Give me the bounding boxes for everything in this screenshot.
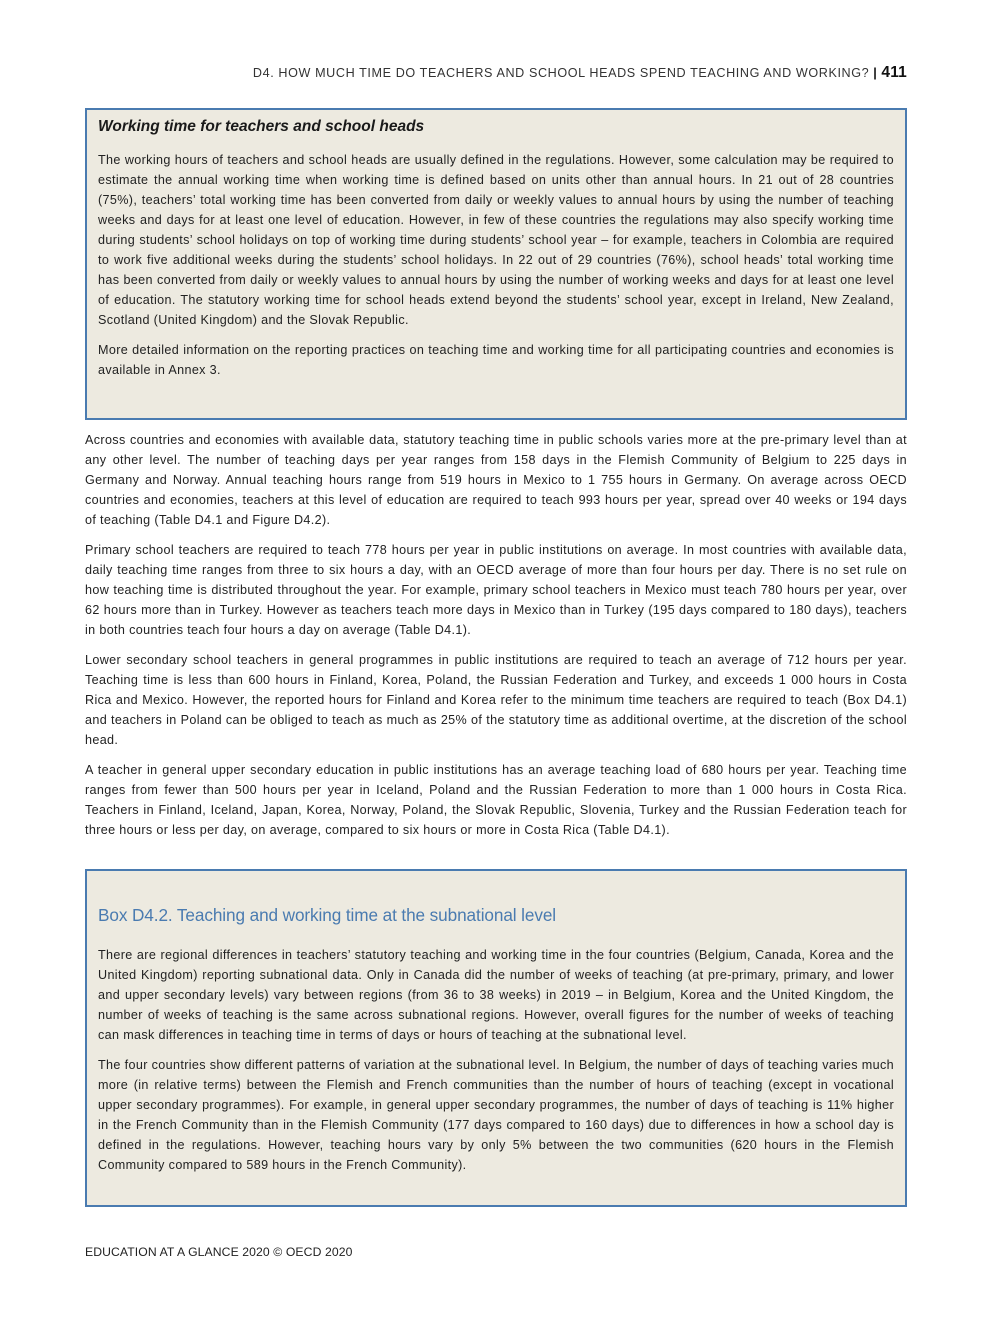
- page-number: 411: [881, 64, 907, 81]
- box-paragraph: More detailed information on the reporting practices on teaching time and working time for all participating countries and economies is available in Annex 3.: [98, 343, 894, 377]
- box-title: Working time for teachers and school heads: [98, 118, 425, 135]
- running-header: [253, 64, 907, 82]
- box-title: Box D4.2. Teaching and working time at the subnational level: [98, 905, 557, 925]
- chapter-title: D4. HOW MUCH TIME DO TEACHERS AND SCHOOL HEADS SPEND TEACHING AND WORKING?: [252, 66, 870, 80]
- box-paragraph: The four countries show different patterns of variation at the subnational level. In Belgium, the number of days of teaching varies much more (in relative terms) between the Flemish and French communities than the number of hours of teaching (except in vocational upper secondary programmes). For example, in general upper secondary programmes, the number of days of teaching is 11% higher in the French Community than in the Flemish Community (177 days compared to 160 days) due to differences in how a school day is defined in the regulations. However, teaching hours vary by only 5% between the two communities (620 hours in the Flemish Community compared to 589 hours in the French Community).: [98, 1058, 894, 1172]
- body-paragraph: Lower secondary school teachers in general programmes in public institutions are required to teach an average of 712 hours per year. Teaching time is less than 600 hours in Finland, Korea, Poland, the Russian Federation and Turkey, and exceeds 1 000 hours in Costa Rica and Mexico. However, the reported hours for Finland and Korea refer to the minimum time teachers are required to teach (Box D4.1) and teachers in Poland can be obliged to teach as much as 25% of the statutory time as additional overtime, at the discretion of the school head.: [85, 653, 907, 747]
- working-time-box: [85, 108, 907, 420]
- header-separator: |: [873, 66, 878, 80]
- body-paragraph: A teacher in general upper secondary education in public institutions has an average teaching load of 680 hours per year. Teaching time ranges from fewer than 500 hours per year in Iceland, Poland and the Russian Federation to more than 1 000 hours in Costa Rica. Teachers in Finland, Iceland, Japan, Korea, Norway, Poland, the Slovak Republic, Slovenia, Turkey and the Russian Federation teach for three hours or less per day, on average, compared to six hours or more in Costa Rica (Table D4.1).: [85, 763, 907, 837]
- box-paragraph: The working hours of teachers and school heads are usually defined in the regulations. However, some calculation may be required to estimate the annual working time when working time is defined based on units other than annual hours. In 21 out of 28 countries (75%), teachers’ total working time has been converted from daily or weekly values to annual hours by using the number of teaching weeks and days for at least one level of education. However, in few of these countries the regulations may also specify working time during students’ school holidays on top of working time during students’ school year – for example, teachers in Colombia are required to work five additional weeks during the students’ school holidays. In 22 out of 29 countries (76%), school heads’ total working time has been converted from daily or weekly values to annual hours by using the number of working weeks and days for at least one level of education. The statutory working time for school heads extend beyond the students’ school year, except in Ireland, New Zealand, Scotland (United Kingdom) and the Slovak Republic.: [98, 153, 894, 327]
- main-body-text: [85, 430, 907, 840]
- box-d4-2: [85, 869, 907, 1207]
- body-paragraph: Across countries and economies with available data, statutory teaching time in public schools varies more at the pre-primary level than at any other level. The number of teaching days per year ranges from 158 days in the Flemish Community of Belgium to 225 days in Germany and Norway. Annual teaching hours range from 519 hours in Mexico to 1 755 hours in Germany. On average across OECD countries and economies, teachers at this level of education are required to teach 993 hours per year, spread over 40 weeks or 194 days of teaching (Table D4.1 and Figure D4.2).: [85, 433, 907, 527]
- page-footer: EDUCATION AT A GLANCE 2020 © OECD 2020: [85, 1245, 353, 1259]
- box-paragraph: There are regional differences in teachers’ statutory teaching and working time in the four countries (Belgium, Canada, Korea and the United Kingdom) reporting subnational data. Only in Canada did the number of weeks of teaching (at pre-primary, primary, and lower and upper secondary levels) vary between regions (from 36 to 38 weeks) in 2019 – in Belgium, Korea and the United Kingdom, the number of weeks of teaching is the same across subnational regions. However, overall figures for the number of weeks of teaching can mask differences in teaching time in terms of days or hours of teaching at the subnational level.: [98, 948, 894, 1042]
- body-paragraph: Primary school teachers are required to teach 778 hours per year in public institutions on average. In most countries with available data, daily teaching time ranges from three to six hours a day, with an OECD average of more than four hours per day. There is no set rule on how teaching time is distributed throughout the year. For example, primary school teachers in Mexico must teach 780 hours per year, over 62 hours more than in Turkey. However as teachers teach more days in Mexico than in Turkey (195 days compared to 180 days), teachers in both countries teach four hours a day on average (Table D4.1).: [85, 543, 907, 637]
